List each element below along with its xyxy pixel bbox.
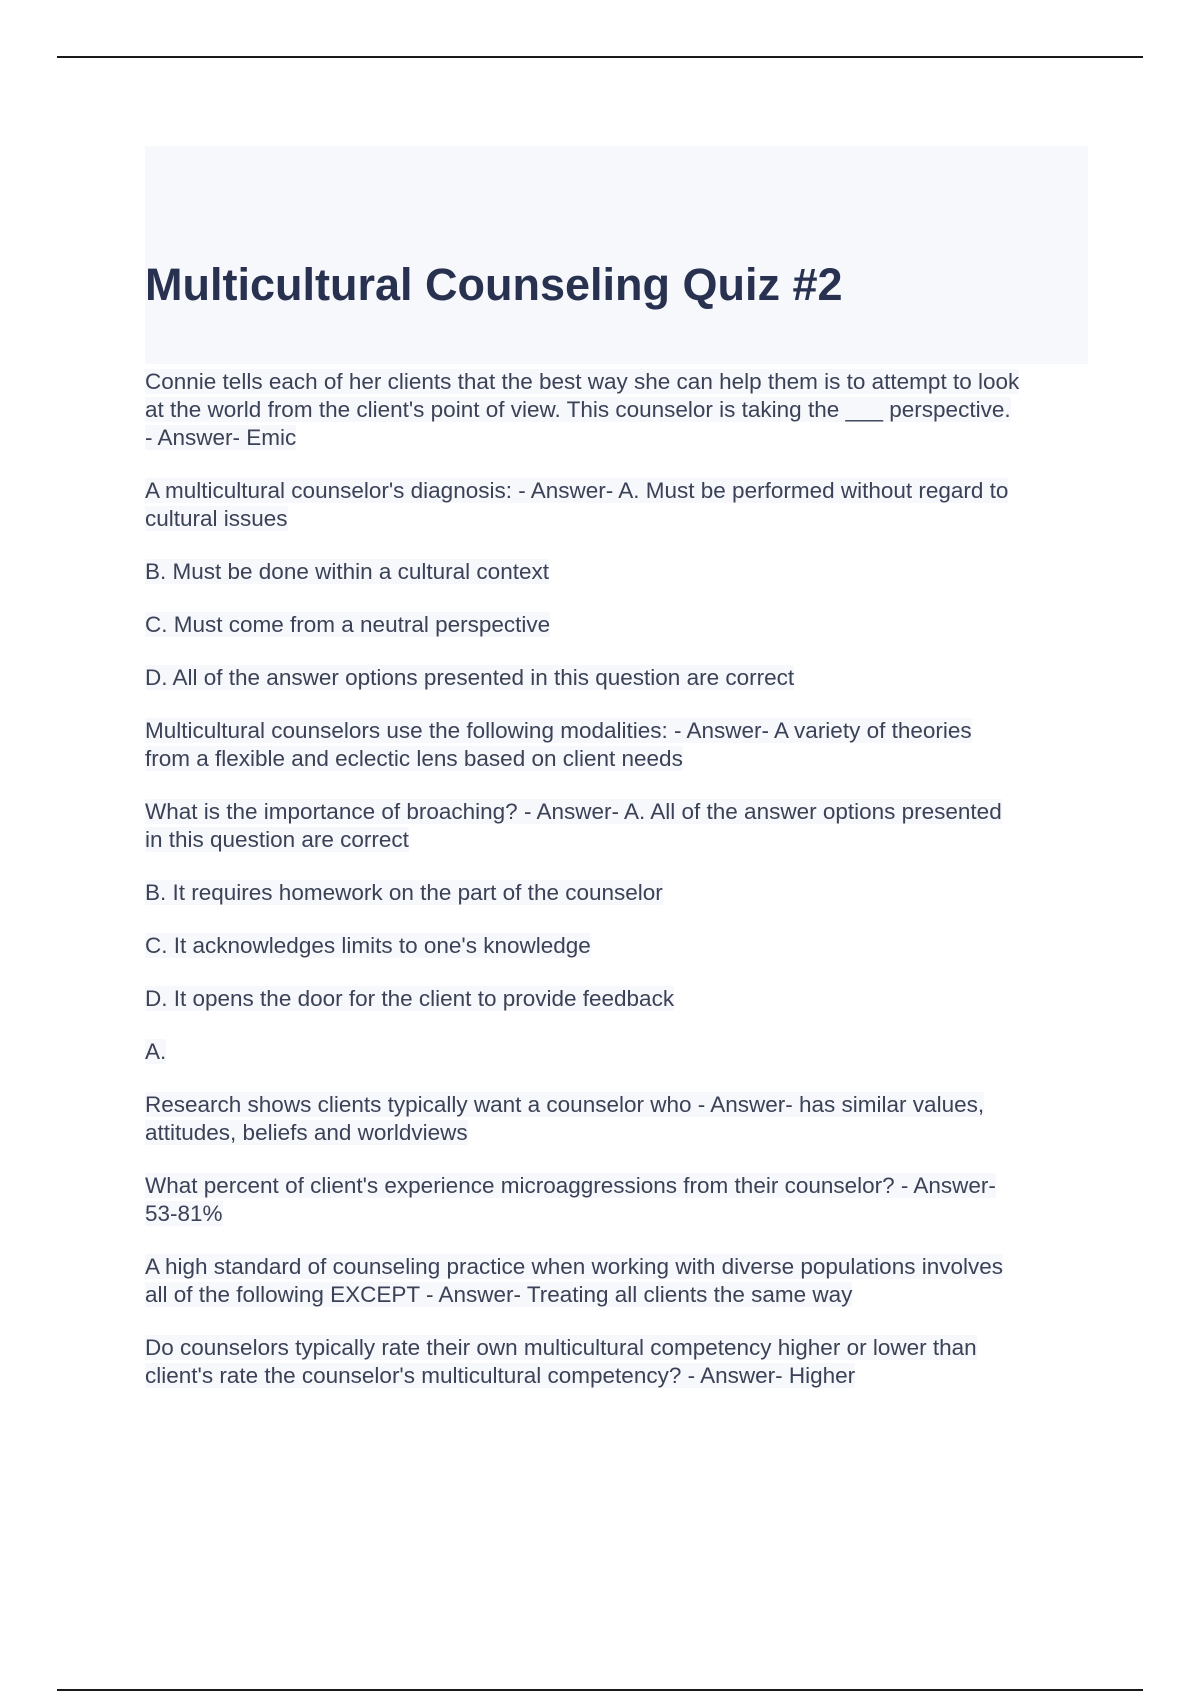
text-line-content: Do counselors typically rate their own multicultural competency higher or lower than [145,1335,977,1360]
text-line [145,932,1090,960]
quiz-paragraph [145,368,1090,452]
text-line [145,424,1090,452]
text-line [145,1119,1090,1147]
text-line [145,1281,1090,1309]
text-line-content: D. It opens the door for the client to provide feedback [145,986,675,1011]
text-line-content: cultural issues [145,506,288,531]
quiz-paragraph [145,879,1090,907]
text-line-content: C. Must come from a neutral perspective [145,612,551,637]
document-body [145,368,1090,1415]
text-line [145,1362,1090,1390]
text-line [145,717,1090,745]
text-line-content: B. Must be done within a cultural context [145,559,549,584]
text-line [145,505,1090,533]
text-line [145,368,1090,396]
text-line [145,664,1090,692]
text-line-content: A multicultural counselor's diagnosis: - Answer- A. Must be performed without regard to [145,478,1009,503]
quiz-paragraph [145,1091,1090,1147]
text-line-content: from a flexible and eclectic lens based on client needs [145,746,683,771]
quiz-paragraph [145,611,1090,639]
text-line-content: Multicultural counselors use the following modalities: - Answer- A variety of theories [145,718,972,743]
text-line-content: A. [145,1039,167,1064]
quiz-paragraph [145,664,1090,692]
bottom-rule [57,1689,1143,1691]
quiz-paragraph [145,985,1090,1013]
quiz-paragraph [145,717,1090,773]
text-line-content: B. It requires homework on the part of the counselor [145,880,663,905]
text-line-content: all of the following EXCEPT - Answer- Treating all clients the same way [145,1282,853,1307]
text-line-content: 53-81% [145,1201,223,1226]
text-line [145,1200,1090,1228]
text-line [145,826,1090,854]
text-line-content: What percent of client's experience microaggressions from their counselor? - Answer- [145,1173,996,1198]
text-line [145,1253,1090,1281]
text-line [145,611,1090,639]
text-line [145,745,1090,773]
quiz-paragraph [145,477,1090,533]
text-line-content: at the world from the client's point of view. This counselor is taking the ___ perspective. [145,397,1011,422]
text-line-content: What is the importance of broaching? - Answer- A. All of the answer options presented [145,799,1002,824]
top-rule [57,56,1143,58]
text-line [145,879,1090,907]
text-line [145,1091,1090,1119]
quiz-paragraph [145,1334,1090,1390]
text-line-content: Connie tells each of her clients that the best way she can help them is to attempt to look [145,369,1020,394]
text-line [145,798,1090,826]
quiz-paragraph [145,932,1090,960]
quiz-paragraph [145,798,1090,854]
text-line-content: Research shows clients typically want a counselor who - Answer- has similar values, [145,1092,985,1117]
quiz-paragraph [145,558,1090,586]
text-line [145,1038,1090,1066]
text-line-content: in this question are correct [145,827,409,852]
quiz-paragraph [145,1253,1090,1309]
text-line [145,1172,1090,1200]
text-line-content: D. All of the answer options presented in this question are correct [145,665,795,690]
quiz-paragraph [145,1038,1090,1066]
text-line [145,985,1090,1013]
page-title: Multicultural Counseling Quiz #2 [145,259,843,310]
text-line-content: - Answer- Emic [145,425,297,450]
text-line-content: A high standard of counseling practice when working with diverse populations involves [145,1254,1003,1279]
text-line-content: client's rate the counselor's multicultural competency? - Answer- Higher [145,1363,856,1388]
text-line-content: C. It acknowledges limits to one's knowledge [145,933,591,958]
title-background-band [145,146,1088,364]
quiz-paragraph [145,1172,1090,1228]
text-line [145,396,1090,424]
text-line [145,558,1090,586]
text-line-content: attitudes, beliefs and worldviews [145,1120,468,1145]
text-line [145,1334,1090,1362]
text-line [145,477,1090,505]
